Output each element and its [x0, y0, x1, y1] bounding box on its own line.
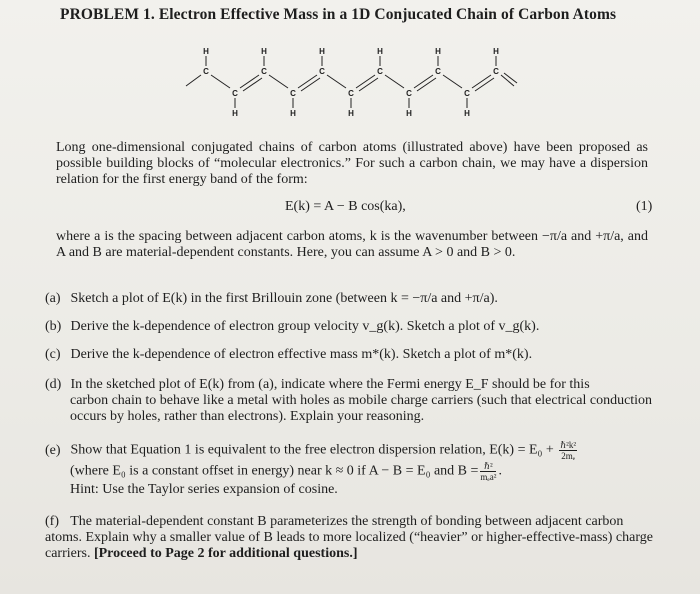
where-paragraph: where a is the spacing between adjacent carbon atoms, k is the wavenumber between −π/a and +π/a, and A and B are material-dependent constants. Here, you can assume A > 0 and B > 0. — [56, 229, 648, 260]
question-text: The material-dependent constant B parameterizes the strength of bonding between adjacent carbon atoms. Explain why a smaller value of B leads to more localized (“heavier” or higher-effective-mass) charge carriers. — [45, 514, 653, 561]
carbon-atom: C — [319, 67, 325, 76]
question-e — [45, 440, 660, 498]
question-label: (d) — [45, 377, 62, 392]
question-text: In the sketched plot of E(k) from (a), indicate where the Fermi energy E_F should be for this — [70, 377, 590, 392]
question-label: (b) — [45, 319, 62, 334]
equation-number: (1) — [636, 199, 653, 214]
hydrogen-atom: H — [377, 47, 383, 56]
hydrogen-atom: H — [203, 47, 209, 56]
hydrogen-atom: H — [406, 109, 412, 118]
question-c — [45, 347, 660, 363]
fraction-hbar2-over-mea2: $\frac{\text{ℏ²}}{\text{mₑa²}}$ — [480, 461, 497, 482]
carbon-atom: C — [435, 67, 441, 76]
question-text-continued: (where E₀ is a constant offset in energy) near k ≈ 0 if A − B = E₀ and B = $\frac{\text{ℏ²}}{\text{mₑa²}}$ . — [70, 461, 502, 482]
question-text-continued: carbon chain to behave like a metal with holes as mobile charge carriers (such that electrical conduction occurs by holes, rather than electrons). Explain your reasoning. — [70, 393, 653, 424]
carbon-atom: C — [464, 89, 470, 98]
question-text: Derive the k-dependence of electron group velocity v_g(k). Sketch a plot of v_g(k). — [70, 319, 540, 334]
question-a — [45, 291, 660, 307]
question-text: Sketch a plot of E(k) in the first Brillouin zone (between k = −π/a and +π/a). — [70, 291, 498, 306]
question-label: (e) — [45, 442, 61, 458]
equation-body: E(k) = A − B cos(ka), — [285, 199, 406, 214]
fraction-hbar2k2-over-2me: $\frac{\text{ℏ²k²}}{\text{2mₑ}}$ — [560, 440, 577, 461]
hydrogen-atom: H — [348, 109, 354, 118]
hydrogen-atom: H — [290, 109, 296, 118]
carbon-atom: C — [377, 67, 383, 76]
question-d — [45, 377, 660, 425]
question-label: (f) — [45, 514, 59, 529]
hydrogen-atom: H — [435, 47, 441, 56]
proceed-note: [Proceed to Page 2 for additional questions.] — [93, 546, 358, 561]
chain-bonds — [186, 56, 517, 108]
hydrogen-atom: H — [261, 47, 267, 56]
hydrogen-atom: H — [493, 47, 499, 56]
carbon-atom: C — [203, 67, 209, 76]
carbon-atom: C — [232, 89, 238, 98]
intro-paragraph: Long one-dimensional conjugated chains of carbon atoms (illustrated above) have been proposed as possible building blocks of “molecular electronics.” For such a carbon chain, we may have a dispersion relation for the first energy band of the form: — [56, 140, 648, 187]
carbon-atom: C — [493, 67, 499, 76]
question-text: Show that Equation 1 is equivalent to the free electron dispersion relation, E(k) = E₀ + — [70, 442, 554, 458]
question-label: (a) — [45, 291, 61, 306]
carbon-atom: C — [290, 89, 296, 98]
question-label: (c) — [45, 347, 61, 362]
question-b — [45, 319, 660, 335]
hydrogen-atom: H — [232, 109, 238, 118]
hydrogen-atom: H — [464, 109, 470, 118]
carbon-atom: C — [348, 89, 354, 98]
question-f — [45, 514, 660, 562]
question-text: Derive the k-dependence of electron effective mass m*(k). Sketch a plot of m*(k). — [70, 347, 533, 362]
carbon-atom: C — [406, 89, 412, 98]
carbon-atom: C — [261, 67, 267, 76]
problem-title: PROBLEM 1. Electron Effective Mass in a 1D Conjucated Chain of Carbon Atoms — [60, 6, 617, 23]
carbon-chain-diagram — [180, 40, 530, 125]
question-hint: Hint: Use the Taylor series expansion of cosine. — [70, 482, 338, 497]
hydrogen-atom: H — [319, 47, 325, 56]
